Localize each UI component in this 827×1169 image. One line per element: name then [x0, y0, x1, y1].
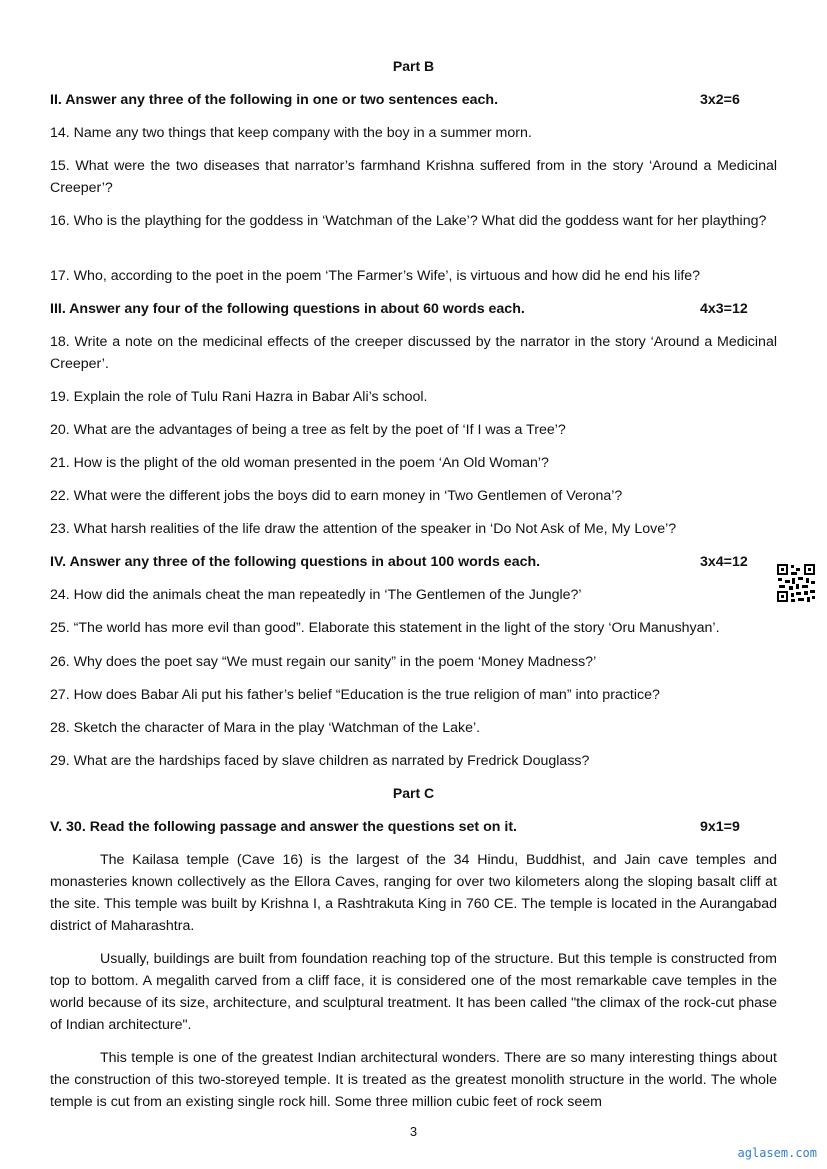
question-18: 18. Write a note on the medicinal effects of the creeper discussed by the narrator in the story ‘Around a Medicinal Creeper’.: [50, 334, 777, 372]
section-ii-instruction: [50, 89, 777, 111]
passage-paragraph-3: This temple is one of the greatest Indian architectural wonders. There are so many interesting things about the construction of this two-storeyed temple. It is treated as the greatest monolith structure in the world. The whole temple is cut from an existing single rock hill. Some three million cubic feet of rock seem: [50, 1050, 777, 1110]
question-24: 24. How did the animals cheat the man repeatedly in ‘The Gentlemen of the Jungle?’: [50, 587, 582, 603]
section-v-marks: 9x1=9: [700, 819, 740, 835]
section-iv-text: IV. Answer any three of the following questions in about 100 words each.: [50, 554, 541, 570]
section-iv-instruction: [50, 551, 777, 573]
section-v-text: V. 30. Read the following passage and answer the questions set on it.: [50, 819, 517, 835]
section-iii-text: III. Answer any four of the following questions in about 60 words each.: [50, 301, 525, 317]
question-29: 29. What are the hardships faced by slave children as narrated by Fredrick Douglass?: [50, 753, 590, 769]
section-iii-instruction: [50, 298, 777, 320]
passage-paragraph-2: Usually, buildings are built from foundation reaching top of the structure. But this temple is constructed from top to bottom. A megalith carved from a cliff face, it is considered one of the most remarkable cave temples in the world because of its size, architecture, and sculptural treatment. It has been called "the climax of the rock-cut phase of Indian architecture".: [50, 951, 777, 1033]
question-26: 26. Why does the poet say “We must regain our sanity” in the poem ‘Money Madness?’: [50, 654, 597, 670]
question-17: 17. Who, according to the poet in the poem ‘The Farmer’s Wife’, is virtuous and how did he end his life?: [50, 268, 701, 284]
question-19: 19. Explain the role of Tulu Rani Hazra in Babar Ali’s school.: [50, 389, 428, 405]
section-iii-marks: 4x3=12: [700, 301, 748, 317]
question-22: 22. What were the different jobs the boys did to earn money in ‘Two Gentlemen of Verona’?: [50, 488, 623, 504]
question-16: 16. Who is the plaything for the goddess in ‘Watchman of the Lake’? What did the goddess want for her plaything?: [50, 213, 767, 229]
section-ii-text: II. Answer any three of the following in one or two sentences each.: [50, 92, 499, 108]
passage-paragraph-1: The Kailasa temple (Cave 16) is the largest of the 34 Hindu, Buddhist, and Jain cave temples and monasteries known collectively as the Ellora Caves, ranging for over two kilometers along the sloping basalt cliff at the site. This temple was built by Krishna I, a Rashtrakuta King in 760 CE. The temple is located in the Aurangabad district of Maharashtra.: [50, 852, 777, 934]
question-21: 21. How is the plight of the old woman presented in the poem ‘An Old Woman’?: [50, 455, 549, 471]
section-ii-marks: 3x2=6: [700, 92, 740, 108]
question-20: 20. What are the advantages of being a tree as felt by the poet of ‘If I was a Tree’?: [50, 422, 566, 438]
question-14: 14. Name any two things that keep company with the boy in a summer morn.: [50, 125, 532, 141]
section-v-instruction: [50, 816, 777, 838]
part-b-heading: Part B: [392, 58, 435, 74]
part-c-heading: Part C: [392, 785, 435, 801]
question-23: 23. What harsh realities of the life draw the attention of the speaker in ‘Do Not Ask of Me, My Love’?: [50, 521, 677, 537]
question-15: 15. What were the two diseases that narrator’s farmhand Krishna suffered from in the story ‘Around a Medicinal Creeper’?: [50, 158, 777, 196]
question-28: 28. Sketch the character of Mara in the play ‘Watchman of the Lake’.: [50, 720, 481, 736]
page-number: 3: [409, 1124, 418, 1139]
question-25: 25. “The world has more evil than good”. Elaborate this statement in the light of the story ‘Oru Manushyan’.: [50, 620, 720, 636]
footer-watermark: aglasem.com: [737, 1146, 817, 1160]
question-27: 27. How does Babar Ali put his father’s belief “Education is the true religion of man” into practice?: [50, 687, 660, 703]
qr-code-icon: [776, 563, 816, 603]
section-iv-marks: 3x4=12: [700, 554, 748, 570]
